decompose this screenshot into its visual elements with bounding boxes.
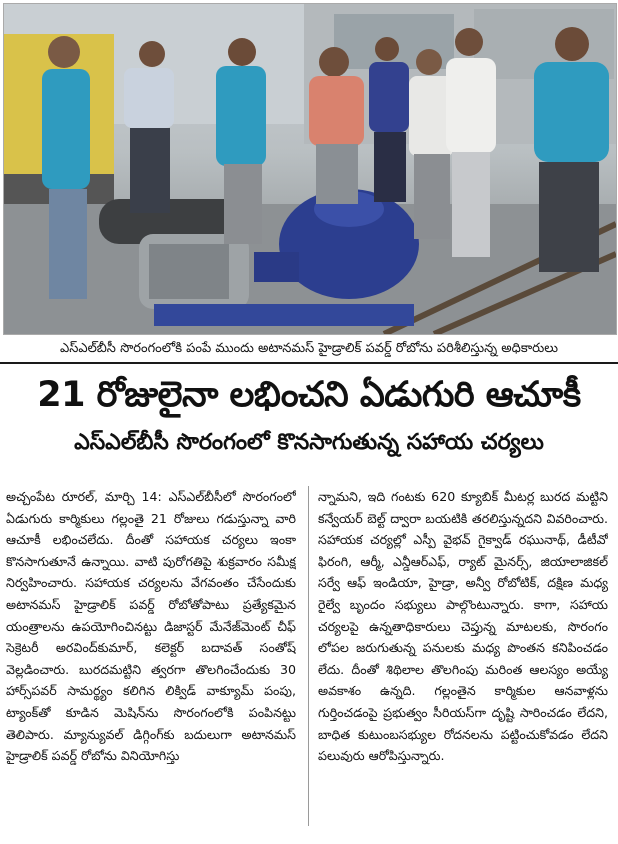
article-column-right [318,486,608,826]
subheadline: ఎస్ఎల్‌బీసీ సొరంగంలో కొనసాగుతున్న సహాయ చర్యలు [74,430,544,455]
headline: 21 రోజులైనా లభించని ఏడుగురి ఆచూకీ [37,375,581,415]
article-text-right: న్నామని, ఇది గంటకు 620 క్యూబిక్ మీటర్ల బురద మట్టిని కన్వేయర్ బెల్ట్ ద్వారా బయటికి తరలిస్తున్నదని వివరించారు. సహాయక చర్యల్లో ఎస్పీ వైభవ్ గైక్వాడ్ రఘునాథ్, డీటీవో ఫిరంగి, ఆర్మీ, ఎన్డీఆర్ఎఫ్, ర్యాట్ మైనర్స్, జియాలాజికల్ సర్వే ఆఫ్ ఇండియా, హైడ్రా, అన్వీ రోబోటిక్, దక్షిణ మధ్య రైల్వే బృందం సభ్యులు పాల్గొంటున్నారు. కాగా, సహాయ చర్యలపై ఉన్నతాధికారులు చెప్తున్న మాటలకు, సొరంగం లోపల జరుగుతున్న పనులకు మధ్య పొంతన కనిపించడం లేదు. దీంతో శిథిలాల తొలగింపు మరింత ఆలస్యం అయ్యే అవకాశం ఉన్నది. గల్లంతైన కార్మికుల ఆనవాళ్లను గుర్తించడంపై ప్రభుత్వం సీరియస్‌గా దృష్టి సారించడం లేదని, బాధిత కుటుంబసభ్యుల రోదనలను పట్టించుకోవడం లేదని పలువురు ఆరోపిస్తున్నారు. [318,489,608,764]
photo-illustration [4,4,616,334]
news-photo [3,3,617,335]
column-divider [308,486,309,826]
article-column-left [6,486,296,826]
article-text-left: అచ్చంపేట రూరల్, మార్చి 14: ఎస్ఎల్‌బీసీలో సొరంగంలో ఏడుగురు కార్మికులు గల్లంతై 21 రోజులు గడుస్తున్నా వారి ఆచూకీ లభించలేదు. దీంతో సహాయక చర్యలు ఇంకా కొనసాగుతూనే ఉన్నాయి. వాటి పురోగతిపై శుక్రవారం సమీక్ష నిర్వహించారు. సహాయక చర్యలను వేగవంతం చేసేందుకు అటానమస్ హైడ్రాలిక్ పవర్డ్ రోబోతోపాటు ప్రత్యేకమైన యంత్రాలను ఉపయోగించినట్టు డిజాస్టర్ మేనేజ్‌మెంట్ చీఫ్ సెక్రెటరీ అరవింద్‌కుమార్, కలెక్టర్ బదావత్ సంతోష్ వెల్లడించారు. బురదమట్టిని త్వరగా తొలగించేందుకు 30 హార్స్‌పవర్ సామర్థ్యం కలిగిన లిక్విడ్ వాక్యూమ్ పంపు, ట్యాంక్‌తో కూడిన మెషిన్‌ను సొరంగంలోకి పంపినట్టు తెలిపారు. మ్యాన్యువల్ డిగ్గింగ్‌కు బదులుగా అటానమస్ హైడ్రాలిక్ పవర్డ్ రోబోను వినియోగిస్తు [6,489,296,764]
photo-caption: ఎస్ఎల్‌బీసీ సొరంగంలోకి పంపే ముందు అటానమస్ హైడ్రాలిక్ పవర్డ్ రోబోను పరిశీలిస్తున్న అధికారులు [0,336,618,364]
